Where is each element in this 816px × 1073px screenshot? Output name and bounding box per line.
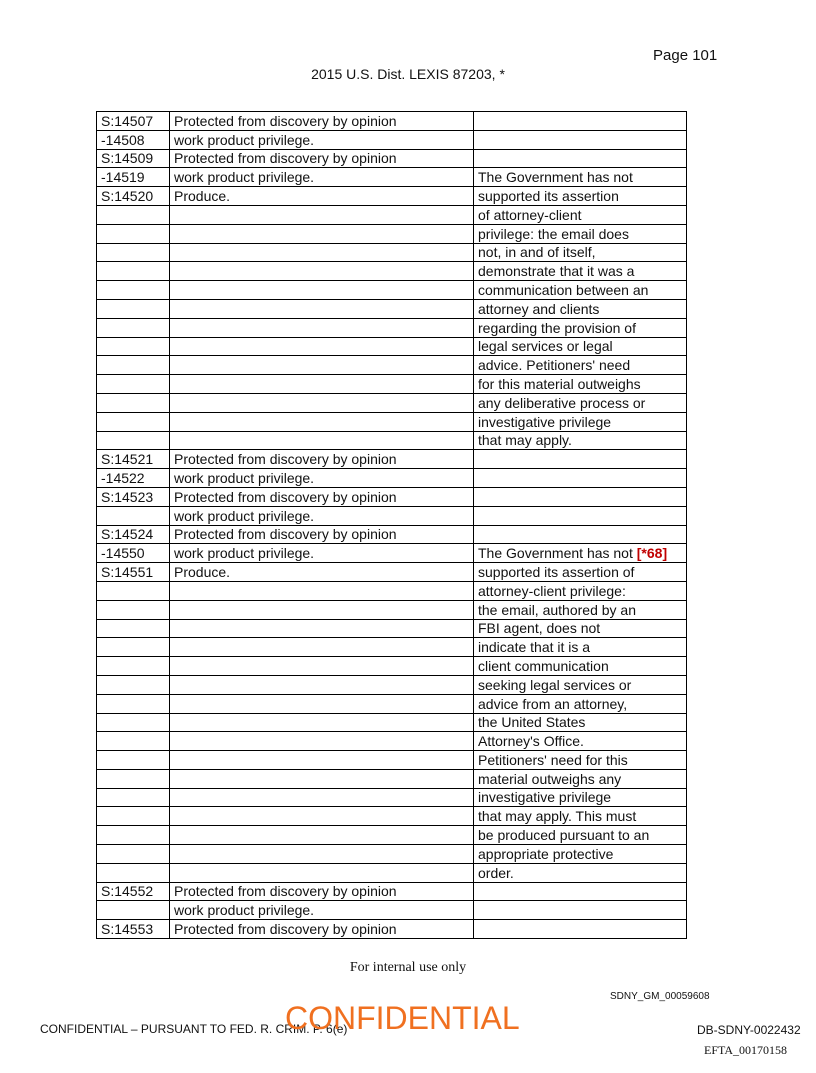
confidential-notice: CONFIDENTIAL – PURSUANT TO FED. R. CRIM. P. 6(e)	[40, 1022, 348, 1036]
privilege-claim-cell: work product privilege.	[170, 901, 474, 920]
privilege-claim-cell	[170, 638, 474, 657]
table-row	[97, 431, 687, 450]
doc-id-cell: S:14552	[97, 882, 170, 901]
doc-id-cell	[97, 657, 170, 676]
privilege-claim-cell	[170, 205, 474, 224]
table-row	[97, 882, 687, 901]
doc-id-cell	[97, 713, 170, 732]
ruling-cell: that may apply. This must	[474, 807, 687, 826]
bates-number: SDNY_GM_00059608	[610, 991, 710, 1002]
internal-use-note: For internal use only	[349, 960, 467, 975]
doc-id-cell: S:14553	[97, 920, 170, 939]
doc-id-cell	[97, 375, 170, 394]
table-row	[97, 506, 687, 525]
doc-id-cell	[97, 356, 170, 375]
ruling-cell: The Government has not	[474, 168, 687, 187]
table-row	[97, 826, 687, 845]
table-row	[97, 299, 687, 318]
table-row	[97, 638, 687, 657]
table-row	[97, 187, 687, 206]
table-row	[97, 262, 687, 281]
ruling-cell: not, in and of itself,	[474, 243, 687, 262]
ruling-cell: communication between an	[474, 281, 687, 300]
ruling-cell: investigative privilege	[474, 788, 687, 807]
doc-id-cell	[97, 318, 170, 337]
privilege-claim-cell	[170, 224, 474, 243]
privilege-log-table	[96, 111, 687, 939]
doc-id-cell	[97, 619, 170, 638]
table-row	[97, 657, 687, 676]
privilege-claim-cell	[170, 243, 474, 262]
ruling-cell: that may apply.	[474, 431, 687, 450]
table-row	[97, 450, 687, 469]
table-row	[97, 243, 687, 262]
privilege-claim-cell	[170, 281, 474, 300]
doc-id-cell	[97, 788, 170, 807]
table-row	[97, 130, 687, 149]
doc-id-cell: -14550	[97, 544, 170, 563]
privilege-claim-cell	[170, 713, 474, 732]
table-row	[97, 713, 687, 732]
ruling-cell	[474, 130, 687, 149]
privilege-claim-cell: Protected from discovery by opinion	[170, 149, 474, 168]
doc-id-cell	[97, 299, 170, 318]
table-row	[97, 337, 687, 356]
doc-id-cell	[97, 638, 170, 657]
ruling-cell: seeking legal services or	[474, 675, 687, 694]
doc-id-cell	[97, 807, 170, 826]
table-body	[97, 112, 687, 939]
doc-id-cell	[97, 262, 170, 281]
ruling-cell: appropriate protective	[474, 845, 687, 864]
table-row	[97, 393, 687, 412]
ruling-cell: order.	[474, 863, 687, 882]
ruling-cell: of attorney-client	[474, 205, 687, 224]
table-row	[97, 412, 687, 431]
doc-id-cell: S:14521	[97, 450, 170, 469]
table-row	[97, 581, 687, 600]
privilege-claim-cell	[170, 769, 474, 788]
doc-id-cell: S:14551	[97, 563, 170, 582]
ruling-cell: FBI agent, does not	[474, 619, 687, 638]
privilege-claim-cell	[170, 393, 474, 412]
privilege-claim-cell	[170, 600, 474, 619]
table-row	[97, 920, 687, 939]
privilege-claim-cell	[170, 337, 474, 356]
table-row	[97, 901, 687, 920]
ruling-cell: legal services or legal	[474, 337, 687, 356]
ruling-cell	[474, 525, 687, 544]
doc-id-cell: S:14524	[97, 525, 170, 544]
doc-id-cell: S:14507	[97, 112, 170, 131]
privilege-claim-cell	[170, 262, 474, 281]
privilege-claim-cell	[170, 732, 474, 751]
table-row	[97, 675, 687, 694]
ruling-cell: investigative privilege	[474, 412, 687, 431]
privilege-claim-cell: work product privilege.	[170, 506, 474, 525]
doc-id-cell	[97, 506, 170, 525]
ruling-cell: the email, authored by an	[474, 600, 687, 619]
doc-id-cell	[97, 581, 170, 600]
ruling-cell: The Government has not [*68]	[474, 544, 687, 563]
doc-id-cell: S:14520	[97, 187, 170, 206]
doc-id-cell: -14519	[97, 168, 170, 187]
ruling-cell: supported its assertion of	[474, 563, 687, 582]
privilege-claim-cell	[170, 807, 474, 826]
privilege-claim-cell	[170, 431, 474, 450]
privilege-claim-cell	[170, 826, 474, 845]
ruling-cell	[474, 112, 687, 131]
doc-id-cell	[97, 826, 170, 845]
privilege-claim-cell: Protected from discovery by opinion	[170, 450, 474, 469]
doc-id-cell	[97, 337, 170, 356]
ruling-cell: indicate that it is a	[474, 638, 687, 657]
privilege-claim-cell: work product privilege.	[170, 130, 474, 149]
doc-id-cell	[97, 863, 170, 882]
db-sdny-id: DB-SDNY-0022432	[697, 1023, 801, 1037]
privilege-claim-cell	[170, 751, 474, 770]
ruling-cell: demonstrate that it was a	[474, 262, 687, 281]
doc-id-cell	[97, 600, 170, 619]
privilege-claim-cell	[170, 863, 474, 882]
confidential-watermark: CONFIDENTIAL	[285, 1000, 520, 1036]
doc-id-cell	[97, 751, 170, 770]
table-row	[97, 845, 687, 864]
privilege-claim-cell	[170, 845, 474, 864]
privilege-claim-cell	[170, 356, 474, 375]
table-row	[97, 318, 687, 337]
ruling-cell	[474, 450, 687, 469]
privilege-claim-cell	[170, 675, 474, 694]
doc-id-cell	[97, 675, 170, 694]
ruling-cell: advice from an attorney,	[474, 694, 687, 713]
table-row	[97, 732, 687, 751]
doc-id-cell	[97, 205, 170, 224]
table-row	[97, 205, 687, 224]
ruling-cell	[474, 901, 687, 920]
doc-id-cell	[97, 393, 170, 412]
table-row	[97, 807, 687, 826]
privilege-claim-cell	[170, 657, 474, 676]
doc-id-cell: -14508	[97, 130, 170, 149]
doc-id-cell: S:14523	[97, 487, 170, 506]
table-row	[97, 769, 687, 788]
ruling-cell: regarding the provision of	[474, 318, 687, 337]
doc-id-cell: -14522	[97, 469, 170, 488]
ruling-cell: attorney-client privilege:	[474, 581, 687, 600]
ruling-cell: any deliberative process or	[474, 393, 687, 412]
ruling-cell: for this material outweighs	[474, 375, 687, 394]
privilege-claim-cell	[170, 788, 474, 807]
privilege-claim-cell	[170, 375, 474, 394]
doc-id-cell	[97, 281, 170, 300]
table-row	[97, 600, 687, 619]
table-row	[97, 863, 687, 882]
table-row	[97, 788, 687, 807]
ruling-cell: attorney and clients	[474, 299, 687, 318]
privilege-claim-cell: Protected from discovery by opinion	[170, 920, 474, 939]
ruling-cell: the United States	[474, 713, 687, 732]
table-row	[97, 751, 687, 770]
ruling-cell	[474, 882, 687, 901]
ruling-cell: Attorney's Office.	[474, 732, 687, 751]
table-row	[97, 149, 687, 168]
table-row	[97, 544, 687, 563]
doc-id-cell	[97, 243, 170, 262]
page-number: Page 101	[653, 47, 718, 64]
table-row	[97, 694, 687, 713]
ruling-cell: be produced pursuant to an	[474, 826, 687, 845]
ruling-cell: material outweighs any	[474, 769, 687, 788]
doc-id-cell	[97, 694, 170, 713]
privilege-claim-cell	[170, 619, 474, 638]
page-reference: [*68]	[636, 545, 668, 562]
doc-id-cell	[97, 769, 170, 788]
citation-header: 2015 U.S. Dist. LEXIS 87203, *	[311, 66, 505, 82]
ruling-cell	[474, 487, 687, 506]
ruling-cell	[474, 469, 687, 488]
table-row	[97, 487, 687, 506]
privilege-claim-cell: work product privilege.	[170, 469, 474, 488]
table-row	[97, 525, 687, 544]
doc-id-cell	[97, 901, 170, 920]
ruling-cell: advice. Petitioners' need	[474, 356, 687, 375]
doc-id-cell	[97, 431, 170, 450]
ruling-cell: supported its assertion	[474, 187, 687, 206]
table-row	[97, 224, 687, 243]
privilege-claim-cell	[170, 318, 474, 337]
doc-id-cell: S:14509	[97, 149, 170, 168]
privilege-claim-cell: Produce.	[170, 563, 474, 582]
doc-id-cell	[97, 845, 170, 864]
privilege-claim-cell	[170, 299, 474, 318]
efta-id: EFTA_00170158	[704, 1043, 788, 1057]
table-row	[97, 619, 687, 638]
privilege-claim-cell: Protected from discovery by opinion	[170, 112, 474, 131]
privilege-claim-cell	[170, 412, 474, 431]
ruling-cell: Petitioners' need for this	[474, 751, 687, 770]
privilege-claim-cell: Protected from discovery by opinion	[170, 525, 474, 544]
ruling-cell	[474, 506, 687, 525]
privilege-claim-cell: Protected from discovery by opinion	[170, 882, 474, 901]
privilege-claim-cell: work product privilege.	[170, 168, 474, 187]
doc-id-cell	[97, 412, 170, 431]
table-row	[97, 563, 687, 582]
privilege-claim-cell	[170, 694, 474, 713]
privilege-claim-cell	[170, 581, 474, 600]
table-row	[97, 112, 687, 131]
ruling-cell: client communication	[474, 657, 687, 676]
doc-id-cell	[97, 732, 170, 751]
ruling-cell	[474, 920, 687, 939]
table-row	[97, 168, 687, 187]
table-row	[97, 469, 687, 488]
doc-id-cell	[97, 224, 170, 243]
ruling-cell	[474, 149, 687, 168]
privilege-claim-cell: Protected from discovery by opinion	[170, 487, 474, 506]
ruling-cell: privilege: the email does	[474, 224, 687, 243]
table-row	[97, 281, 687, 300]
privilege-claim-cell: work product privilege.	[170, 544, 474, 563]
privilege-claim-cell: Produce.	[170, 187, 474, 206]
table-row	[97, 375, 687, 394]
table-row	[97, 356, 687, 375]
